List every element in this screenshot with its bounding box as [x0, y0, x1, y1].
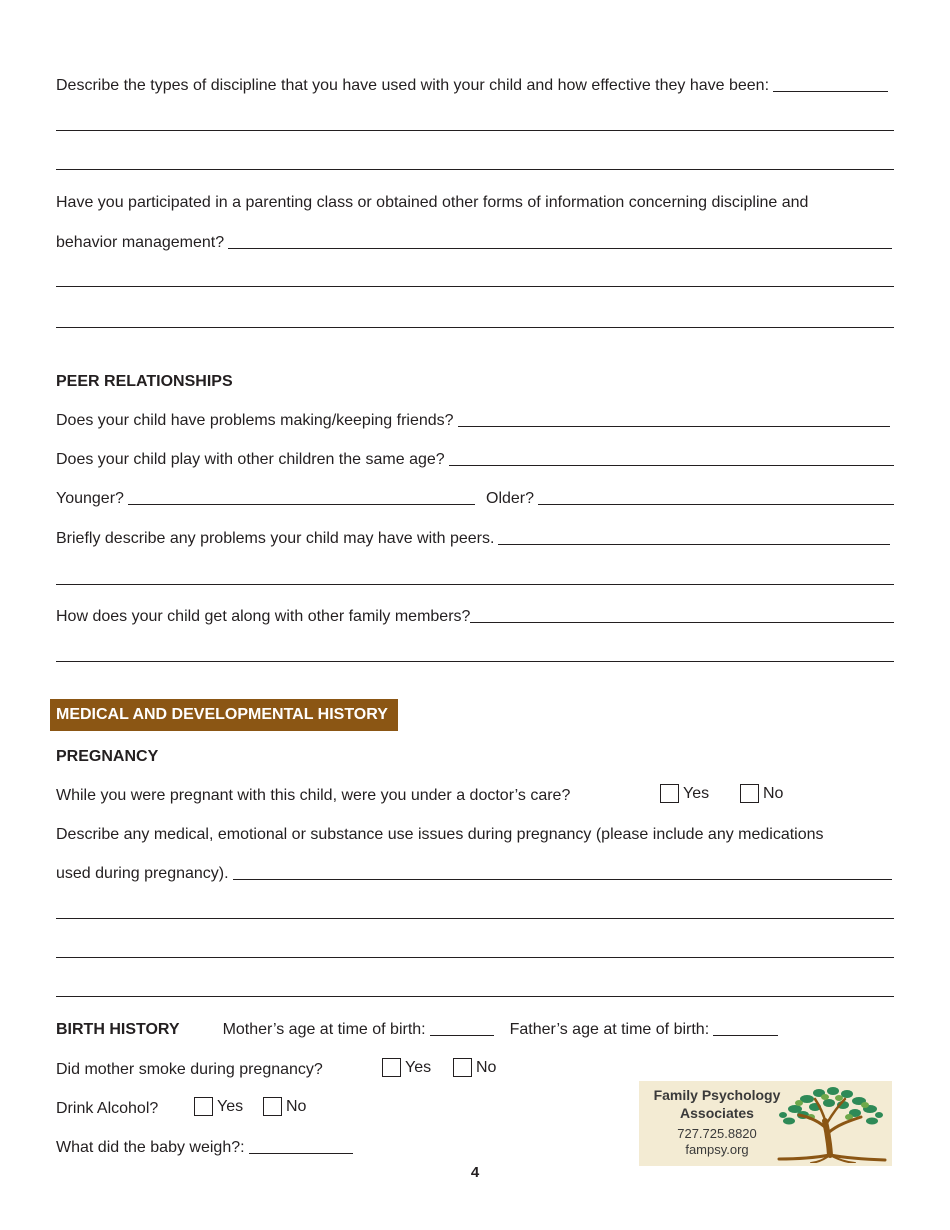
smoke-no-option[interactable]	[453, 1058, 496, 1077]
yes-label: Yes	[405, 1058, 432, 1076]
yes-label: Yes	[683, 784, 710, 802]
discipline-answer-line[interactable]	[773, 91, 888, 92]
doctor-care-question-row	[56, 783, 570, 805]
older-label: Older?	[486, 490, 535, 507]
older-answer-line[interactable]	[538, 504, 894, 505]
younger-row	[56, 486, 475, 508]
friends-question-row	[56, 408, 890, 430]
parenting-class-question-row-2	[56, 230, 892, 252]
peer-problems-row	[56, 526, 890, 548]
doctor-care-no-option[interactable]	[740, 784, 783, 803]
older-row	[486, 486, 894, 508]
answer-line[interactable]	[56, 169, 894, 170]
parenting-class-question: Have you participated in a parenting class or obtained other forms of information concerning discipline and	[56, 194, 809, 211]
section-heading: PREGNANCY	[56, 748, 159, 765]
family-members-question: How does your child get along with other family members?	[56, 608, 471, 625]
pregnancy-issues-question: Describe any medical, emotional or substance use issues during pregnancy (please include any medications	[56, 826, 824, 843]
checkbox[interactable]	[453, 1058, 472, 1077]
parenting-class-answer-line[interactable]	[228, 248, 892, 249]
alcohol-yes-option[interactable]	[194, 1097, 243, 1116]
pregnancy-issues-row	[56, 822, 824, 844]
logo-name	[647, 1086, 787, 1122]
no-label: No	[286, 1097, 307, 1115]
alcohol-question-row	[56, 1096, 158, 1118]
doctor-care-yes-option[interactable]	[660, 784, 709, 803]
mother-age-answer-line[interactable]	[430, 1035, 494, 1036]
peer-relationships-heading	[56, 369, 233, 391]
answer-line[interactable]	[56, 918, 894, 919]
answer-line[interactable]	[56, 957, 894, 958]
pregnancy-issues-question-cont: used during pregnancy).	[56, 865, 229, 882]
pregnancy-issues-row-2	[56, 861, 892, 883]
friends-question: Does your child have problems making/keeping friends?	[56, 412, 454, 429]
pregnancy-heading	[56, 744, 158, 766]
answer-line[interactable]	[56, 286, 894, 287]
pregnancy-issues-answer-line[interactable]	[233, 879, 892, 880]
answer-line[interactable]	[56, 584, 894, 585]
banner-title: MEDICAL AND DEVELOPMENTAL HISTORY	[56, 706, 388, 723]
family-members-row	[56, 604, 894, 626]
discipline-question: Describe the types of discipline that you have used with your child and how effective they have been:	[56, 77, 770, 94]
answer-line[interactable]	[56, 130, 894, 131]
peer-problems-question: Briefly describe any problems your child may have with peers.	[56, 530, 495, 547]
checkbox[interactable]	[660, 784, 679, 803]
baby-weight-row	[56, 1135, 353, 1157]
no-label: No	[763, 784, 784, 802]
younger-label: Younger?	[56, 490, 124, 507]
same-age-question: Does your child play with other children the same age?	[56, 451, 445, 468]
logo-name-line1: Family Psychology	[653, 1087, 781, 1103]
answer-line[interactable]	[56, 661, 894, 662]
section-heading: PEER RELATIONSHIPS	[56, 373, 233, 390]
same-age-question-row	[56, 447, 894, 469]
checkbox[interactable]	[740, 784, 759, 803]
logo-website: fampsy.org	[685, 1142, 749, 1157]
alcohol-question: Drink Alcohol?	[56, 1100, 159, 1117]
checkbox[interactable]	[382, 1058, 401, 1077]
tree-icon	[775, 1085, 887, 1163]
father-age-label: Father’s age at time of birth:	[509, 1021, 710, 1038]
baby-weight-answer-line[interactable]	[249, 1153, 353, 1154]
baby-weight-question: What did the baby weigh?:	[56, 1139, 245, 1156]
parenting-class-question-cont: behavior management?	[56, 234, 225, 251]
answer-line[interactable]	[56, 327, 894, 328]
friends-answer-line[interactable]	[458, 426, 890, 427]
peer-problems-answer-line[interactable]	[498, 544, 890, 545]
mother-age-label: Mother’s age at time of birth:	[222, 1021, 426, 1038]
younger-answer-line[interactable]	[128, 504, 475, 505]
parenting-class-question-row	[56, 190, 894, 212]
smoke-yes-option[interactable]	[382, 1058, 431, 1077]
page-number: 4	[470, 1164, 480, 1181]
family-members-answer-line[interactable]	[470, 622, 894, 623]
logo-name-line2: Associates	[680, 1105, 754, 1121]
discipline-question-row	[56, 73, 888, 95]
alcohol-no-option[interactable]	[263, 1097, 306, 1116]
yes-label: Yes	[217, 1097, 244, 1115]
checkbox[interactable]	[194, 1097, 213, 1116]
medical-history-banner	[50, 699, 398, 731]
doctor-care-question: While you were pregnant with this child, were you under a doctor’s care?	[56, 787, 571, 804]
birth-history-row	[56, 1017, 778, 1039]
answer-line[interactable]	[56, 996, 894, 997]
smoke-question: Did mother smoke during pregnancy?	[56, 1061, 323, 1078]
logo-contact	[647, 1126, 787, 1158]
no-label: No	[476, 1058, 497, 1076]
father-age-answer-line[interactable]	[713, 1035, 778, 1036]
checkbox[interactable]	[263, 1097, 282, 1116]
same-age-answer-line[interactable]	[449, 465, 894, 466]
family-psychology-logo	[639, 1081, 892, 1166]
smoke-question-row	[56, 1057, 323, 1079]
logo-phone: 727.725.8820	[677, 1126, 757, 1141]
birth-history-heading: BIRTH HISTORY	[56, 1021, 180, 1038]
